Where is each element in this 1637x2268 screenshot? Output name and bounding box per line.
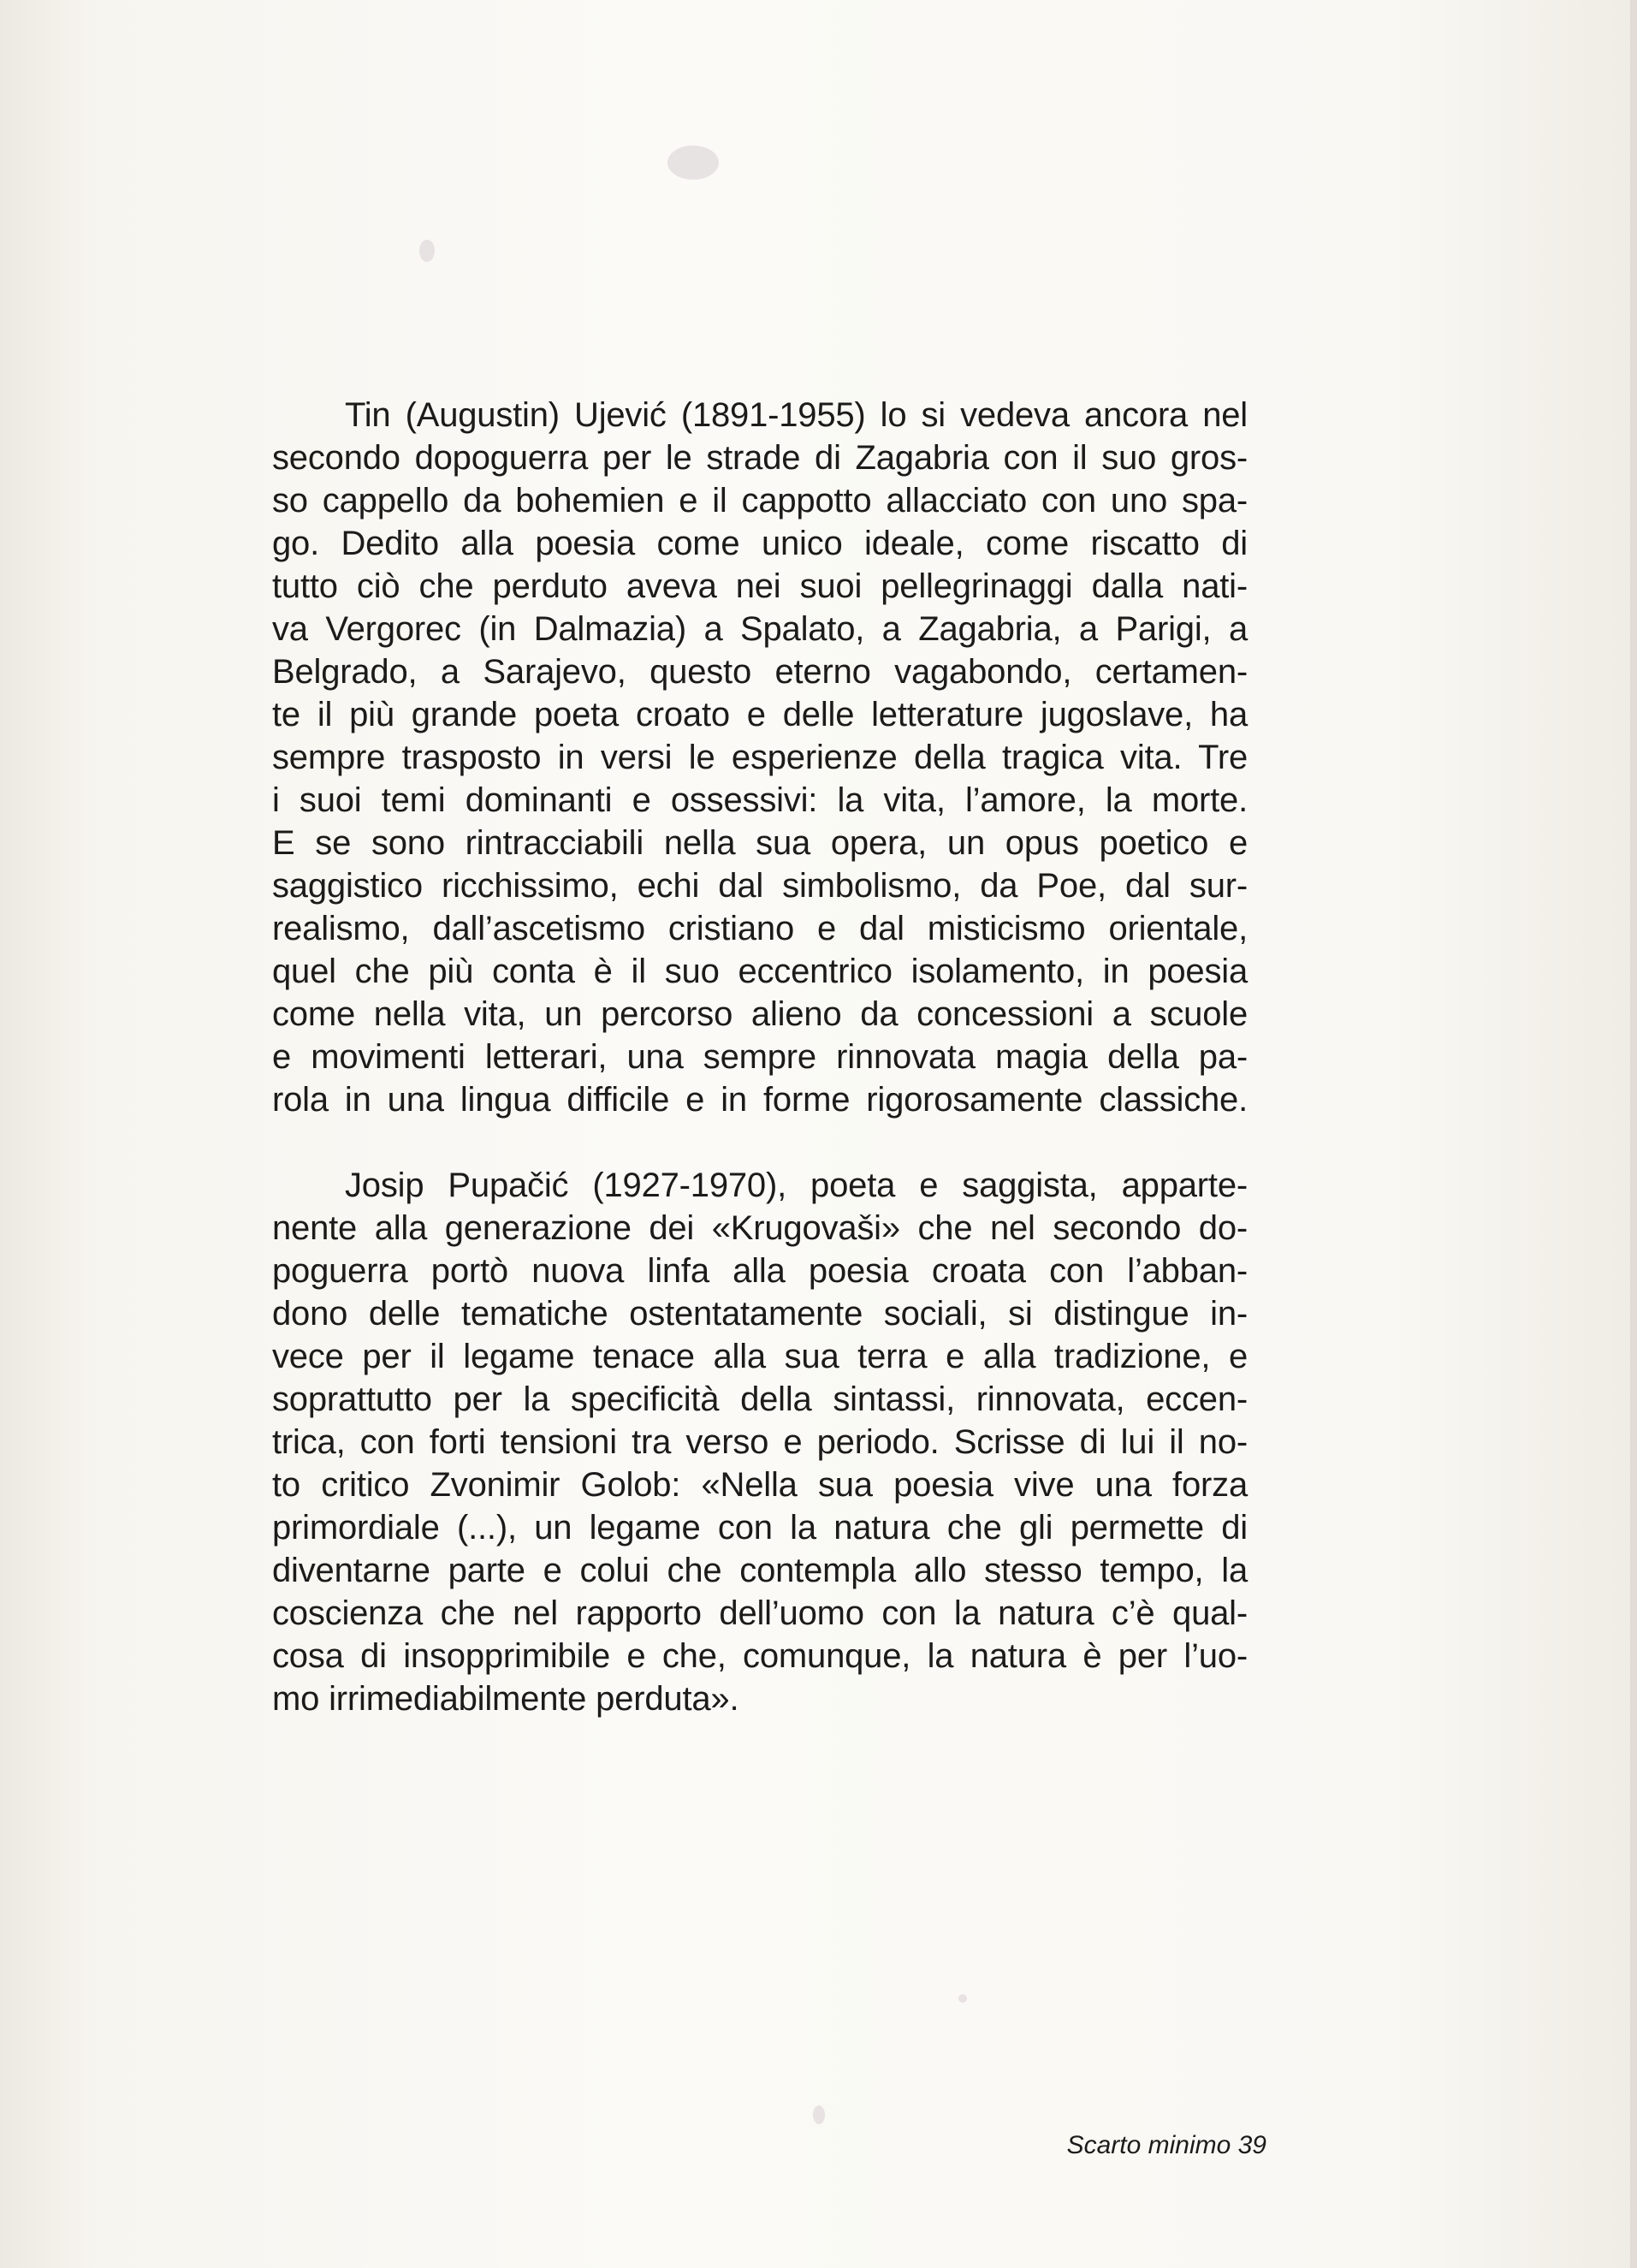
text-line: go. Dedito alla poesia come unico ideale, come riscatto di xyxy=(272,525,1248,562)
text-line: trica, con forti tensioni tra verso e periodo. Scrisse di lui il no- xyxy=(272,1423,1248,1461)
paper-speck xyxy=(667,145,719,180)
text-line: vece per il legame tenace alla sua terra e alla tradizione, e xyxy=(272,1338,1248,1375)
text-line: quel che più conta è il suo eccentrico isolamento, in poesia xyxy=(272,953,1248,990)
page-edge xyxy=(1630,0,1637,2268)
text-line: cosa di insopprimibile e che, comunque, la natura è per l’uo- xyxy=(272,1637,1248,1675)
text-line: te il più grande poeta croato e delle letterature jugoslave, ha xyxy=(272,696,1248,733)
text-line: va Vergorec (in Dalmazia) a Spalato, a Zagabria, a Parigi, a xyxy=(272,610,1248,648)
text-line: rola in una lingua difficile e in forme rigorosamente classiche. xyxy=(272,1081,1248,1119)
text-line: mo irrimediabilmente perduta». xyxy=(272,1680,739,1718)
text-line: dono delle tematiche ostentatamente sociali, si distingue in- xyxy=(272,1295,1248,1333)
body-text xyxy=(272,394,1248,1763)
text-line: Belgrado, a Sarajevo, questo eterno vagabondo, certamen- xyxy=(272,653,1248,691)
paragraph-ujevic xyxy=(272,394,1248,1121)
page-footer: Scarto minimo 39 xyxy=(1066,2131,1266,2159)
text-line: tutto ciò che perduto aveva nei suoi pellegrinaggi dalla nati- xyxy=(272,567,1248,605)
text-line: coscienza che nel rapporto dell’uomo con la natura c’è qual- xyxy=(272,1594,1248,1632)
text-line: poguerra portò nuova linfa alla poesia croata con l’abban- xyxy=(272,1252,1248,1290)
text-line: Tin (Augustin) Ujević (1891-1955) lo si vedeva ancora nel xyxy=(345,396,1248,434)
text-line: realismo, dall’ascetismo cristiano e dal misticismo orientale, xyxy=(272,910,1248,947)
text-line: secondo dopoguerra per le strade di Zagabria con il suo gros- xyxy=(272,439,1248,477)
text-line: sempre trasposto in versi le esperienze della tragica vita. Tre xyxy=(272,739,1248,776)
text-line: to critico Zvonimir Golob: «Nella sua poesia vive una forza xyxy=(272,1466,1248,1504)
text-line: nente alla generazione dei «Krugovaši» che nel secondo do- xyxy=(272,1209,1248,1247)
text-line: so cappello da bohemien e il cappotto allacciato con uno spa- xyxy=(272,482,1248,520)
paper-speck xyxy=(813,2105,825,2124)
text-line: come nella vita, un percorso alieno da concessioni a scuole xyxy=(272,995,1248,1033)
paper-speck xyxy=(958,1994,967,2003)
paper-speck xyxy=(419,240,435,262)
text-line: soprattutto per la specificità della sintassi, rinnovata, eccen- xyxy=(272,1380,1248,1418)
text-line: diventarne parte e colui che contempla allo stesso tempo, la xyxy=(272,1552,1248,1589)
text-line: i suoi temi dominanti e ossessivi: la vita, l’amore, la morte. xyxy=(272,781,1248,819)
text-line: primordiale (...), un legame con la natura che gli permette di xyxy=(272,1509,1248,1547)
text-line: E se sono rintracciabili nella sua opera, un opus poetico e xyxy=(272,824,1248,862)
text-line: Josip Pupačić (1927-1970), poeta e saggista, apparte- xyxy=(345,1167,1248,1204)
paragraph-pupacic xyxy=(272,1164,1248,1720)
text-line: saggistico ricchissimo, echi dal simbolismo, da Poe, dal sur- xyxy=(272,867,1248,905)
text-line: e movimenti letterari, una sempre rinnovata magia della pa- xyxy=(272,1038,1248,1076)
